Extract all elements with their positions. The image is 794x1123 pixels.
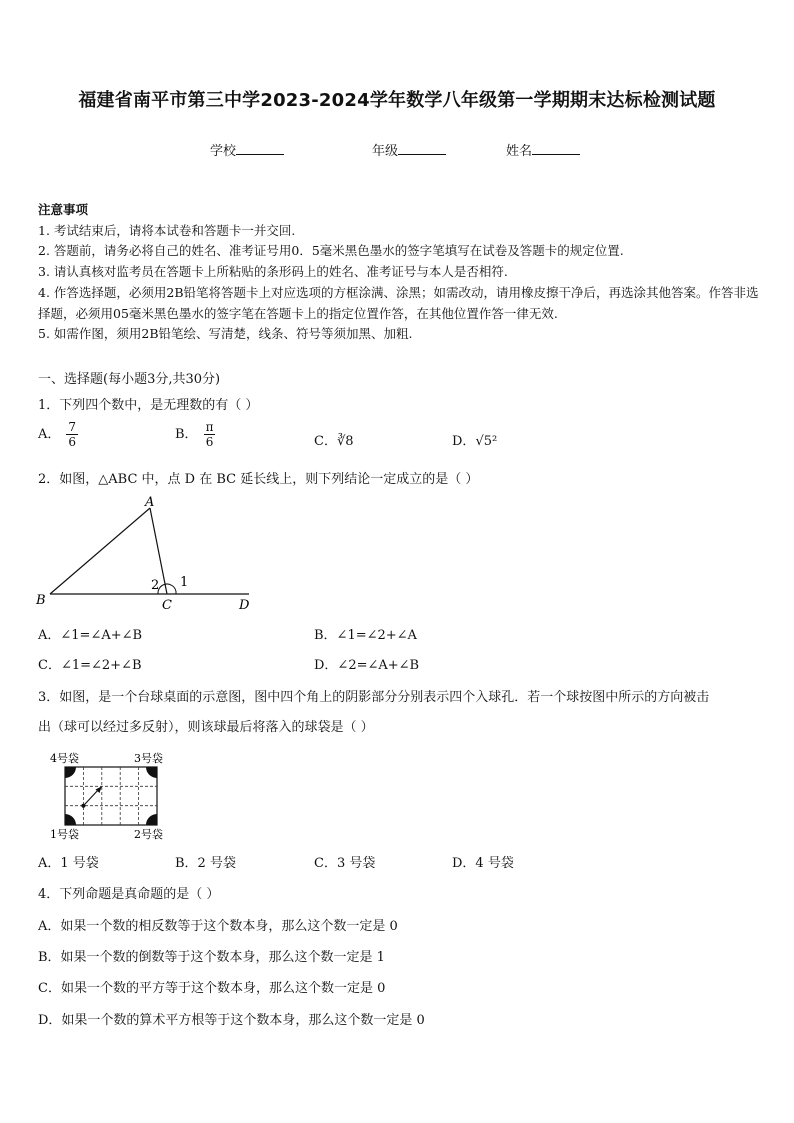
label-a: A — [145, 495, 155, 510]
label-b: B — [36, 593, 46, 608]
pocket1-label: 1号袋 — [50, 828, 79, 841]
label-angle2: 2 — [151, 578, 160, 593]
q1-a-label: A． — [38, 427, 61, 442]
q1-a-denominator: 6 — [68, 435, 77, 449]
q1-b-fraction — [204, 420, 216, 449]
q1-a-fraction — [66, 420, 78, 449]
line-ba — [50, 508, 150, 594]
q1-d-value: √5² — [475, 434, 498, 449]
q4-option-b: B．如果一个数的倒数等于这个数本身，那么这个数一定是 1 — [38, 950, 385, 965]
q2-option-a: A．∠1=∠A+∠B — [38, 628, 143, 643]
name-label: 姓名 — [506, 144, 533, 159]
pocket2-label: 2号袋 — [134, 828, 163, 841]
pocket1-shade — [65, 814, 76, 825]
notes-heading: 注意事项 — [38, 202, 89, 217]
pocket3-shade — [146, 767, 157, 778]
direction-arrow-line — [83, 789, 99, 806]
label-d: D — [239, 598, 250, 613]
q1-c-label: C． — [314, 434, 337, 449]
q1-b-denominator: 6 — [205, 435, 214, 449]
q1-stem: 1．下列四个数中，是无理数的有（ ） — [38, 398, 259, 413]
q1-b-numerator: π — [205, 420, 214, 434]
q3-option-b: B．2 号袋 — [175, 856, 236, 871]
note-item: 3. 请认真核对监考员在答题卡上所粘贴的条形码上的姓名、准考证号与本人是否相符. — [38, 264, 508, 280]
q3-stem-line2: 出（球可以经过多反射），则该球最后将落入的球袋是（ ） — [38, 720, 374, 735]
q3-billiard-figure — [46, 748, 176, 844]
note-item: 5. 如需作图，须用2B铅笔绘、写清楚，线条、符号等须加黑、加粗. — [38, 326, 413, 342]
school-blank — [236, 142, 284, 155]
q1-option-b — [175, 420, 215, 449]
page-title: 福建省南平市第三中学2023-2024学年数学八年级第一学期期末达标检测试题 — [78, 90, 716, 111]
q2-stem: 2．如图，△ABC 中，点 D 在 BC 延长线上，则下列结论一定成立的是（ ） — [38, 472, 479, 487]
q1-option-d — [452, 430, 497, 449]
note-item: 4. 作答选择题，必须用2B铅笔将答题卡上对应选项的方框涂满、涂黑；如需改动，请用橡皮擦干净后，再选涂其他答案。作答非选择题，必须用05毫米黑色墨水的签字笔在答题卡上的指定位置作答，在其他位置作答一律无效. — [38, 284, 759, 321]
q2-option-c: C．∠1=∠2+∠B — [38, 658, 142, 673]
q4-stem: 4．下列命题是真命题的是（ ） — [38, 887, 220, 902]
label-angle1: 1 — [180, 575, 189, 590]
q3-option-d: D．4 号袋 — [452, 856, 514, 871]
q2-triangle-figure — [30, 488, 270, 618]
q1-d-label: D． — [452, 434, 476, 449]
q3-option-c: C．3 号袋 — [314, 856, 376, 871]
table-outline — [65, 767, 157, 825]
pocket4-label: 4号袋 — [50, 752, 79, 765]
pocket2-shade — [146, 814, 157, 825]
grade-field — [372, 140, 446, 159]
name-field — [506, 140, 580, 159]
note-item: 2. 答题前，请务必将自己的姓名、准考证号用0．5毫米黑色墨水的签字笔填写在试卷及答题卡的规定位置. — [38, 243, 624, 259]
school-field — [210, 140, 284, 159]
q2-option-b: B．∠1=∠2+∠A — [314, 628, 417, 643]
q4-option-c: C．如果一个数的平方等于这个数本身，那么这个数一定是 0 — [38, 981, 386, 996]
grade-blank — [398, 142, 446, 155]
section-heading: 一、选择题(每小题3分,共30分) — [38, 372, 221, 387]
note-item: 1. 考试结束后，请将本试卷和答题卡一并交回. — [38, 222, 296, 238]
q1-option-c — [314, 430, 354, 449]
q3-stem-line1: 3．如图，是一个台球桌面的示意图，图中四个角上的阴影部分分别表示四个入球孔．若一个球按图中所示的方向被击 — [38, 690, 710, 705]
q1-c-value: ∛8 — [336, 434, 354, 449]
q1-option-a — [38, 420, 78, 449]
school-label: 学校 — [210, 144, 237, 159]
q1-a-numerator: 7 — [68, 420, 77, 434]
notes-section — [38, 200, 760, 345]
q1-b-label: B． — [175, 427, 198, 442]
label-c: C — [162, 598, 172, 613]
q3-option-a: A．1 号袋 — [38, 856, 99, 871]
name-blank — [532, 142, 580, 155]
pocket4-shade — [65, 767, 76, 778]
grade-label: 年级 — [372, 144, 399, 159]
q4-option-a: A．如果一个数的相反数等于这个数本身，那么这个数一定是 0 — [38, 919, 398, 934]
q2-option-d: D．∠2=∠A+∠B — [314, 658, 420, 673]
pocket3-label: 3号袋 — [134, 752, 163, 765]
q4-option-d: D．如果一个数的算术平方根等于这个数本身，那么这个数一定是 0 — [38, 1013, 425, 1028]
